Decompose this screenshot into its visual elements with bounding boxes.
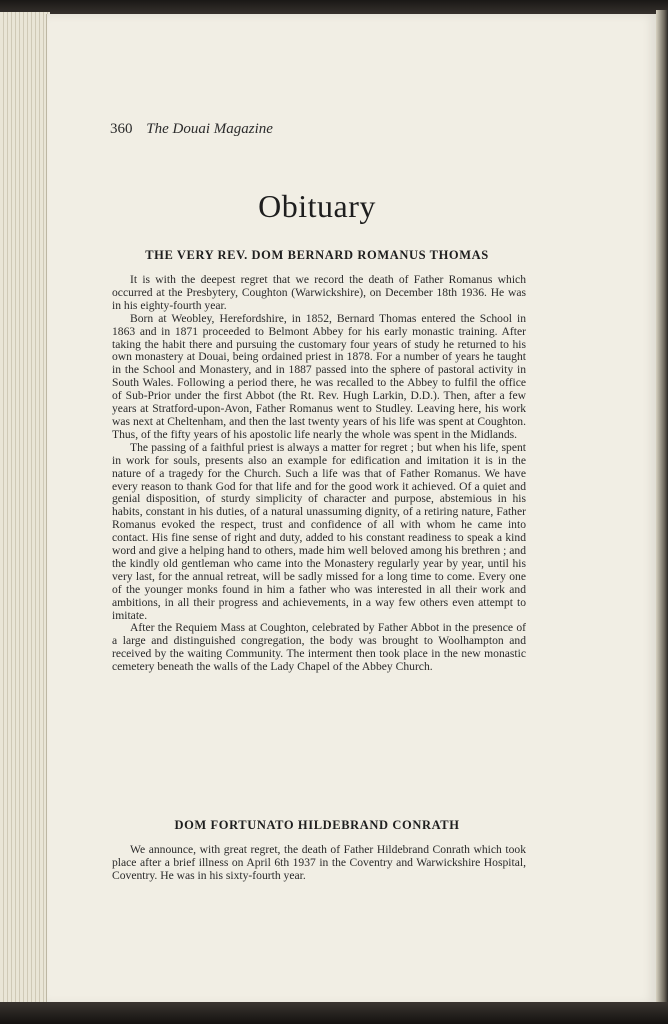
paragraph: Born at Weobley, Herefordshire, in 1852, Bernard Thomas entered the School in 1863 and in 1871 proceeded to Belmont Abbey for his early monastic training. After taking the habit there and pursuing the customary four years of study he returned to his own monastery at Douai, being ordained priest in 1878. For a number of years he taught in the School and Monastery, and in 1887 passed into the sphere of pastoral activity in South Wales. Following a period there, he was recalled to the Abbey to fulfil the office of Sub-Prior under the first Abbot (the Rt. Rev. Hugh Larkin, D.D.). Then, after a few years at Stratford-upon-Avon, Father Romanus went to Studley. Leaving here, his work was next at Cheltenham, and then the last twenty years of his life was spent at Coughton. Thus, of the fifty years of his apostolic life nearly the whole was spent in the Midlands.: [112, 311, 526, 441]
magazine-title: The Douai Magazine: [146, 121, 273, 137]
obituary-body-hildebrand-conrath: [112, 844, 526, 883]
obituary-heading-romanus-thomas: THE VERY REV. DOM BERNARD ROMANUS THOMAS: [145, 248, 489, 262]
book-bottom-edge: [0, 1002, 668, 1024]
page-stack-edges: [0, 12, 50, 1006]
page-number: 360: [110, 121, 133, 137]
page-title: Obituary: [258, 188, 376, 224]
running-head: [110, 121, 273, 138]
paragraph: It is with the deepest regret that we record the death of Father Romanus which occurred at the Presbytery, Coughton (Warwickshire), on December 18th 1936. He was in his eighty-fourth year.: [112, 273, 526, 312]
paragraph: After the Requiem Mass at Coughton, celebrated by Father Abbot in the presence of a large and distinguished congregation, the body was brought to Woolhampton and received by the waiting Community. The interment then took place in the new monastic cemetery beneath the walls of the Lady Chapel of the Abbey Church.: [112, 621, 526, 674]
book-gutter: [656, 10, 668, 1010]
obituary-heading-hildebrand-conrath: DOM FORTUNATO HILDEBRAND CONRATH: [174, 818, 460, 832]
obituary-body-romanus-thomas: [112, 274, 526, 674]
paragraph: We announce, with great regret, the death of Father Hildebrand Conrath which took place after a brief illness on April 6th 1937 in the Coventry and Warwickshire Hospital, Coventry. He was in his sixty-fourth year.: [112, 843, 526, 882]
paragraph: The passing of a faithful priest is always a matter for regret ; but when his life, spent in work for souls, presents also an example for edification and imitation it is in the nature of a tragedy for the Church. Such a life was that of Father Romanus. We have every reason to thank God for that life and for the good work it achieved. Of a quiet and genial disposition, of sturdy simplicity of character and purpose, abstemious in his habits, constant in his duties, of a natural unassuming dignity, of a retiring nature, Father Romanus evoked the respect, trust and confidence of all with whom he came into contact. His fine sense of right and duty, added to his constant readiness to speak a kind word and give a helping hand to others, made him well beloved among his brethren ; and the kindly old gentleman who came into the Monastery regularly year by year, until his very last, for the annual retreat, will be sadly missed for a long time to come. Every one of the younger monks found in him a father who was interested in all their work and ambitions, in all their progress and achievements, in a way few others even attempt to imitate.: [112, 440, 526, 622]
